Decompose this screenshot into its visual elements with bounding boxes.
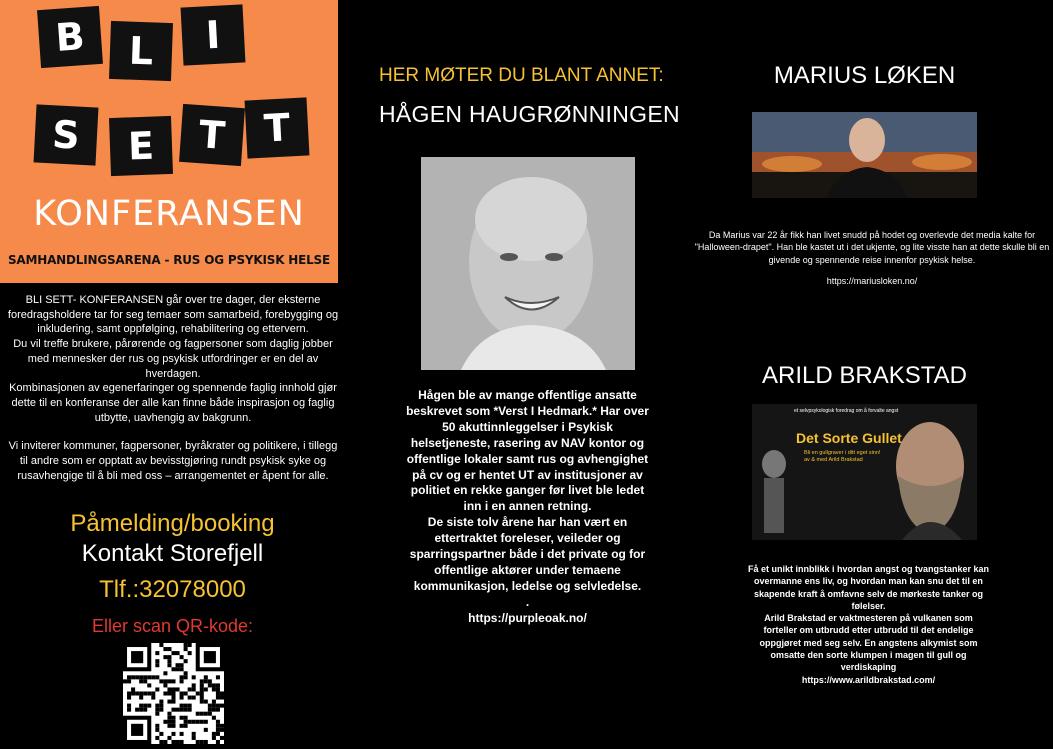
speaker-bio-marius — [694, 229, 1050, 288]
speaker-name-hagen: HÅGEN HAUGRØNNINGEN — [379, 101, 680, 127]
intro-paragraph-3: Kombinasjonen av egenerfaringer og spennende faglig innhold gjør dette til en konferanse der alle kan finne både inspirasjon og faglig utbytte, uavhengig av bakgrunn. — [9, 382, 337, 424]
intro-paragraph-1: BLI SETT- KONFERANSEN går over tre dager, der eksterne foredragsholdere tar for seg temaer som samarbeid, forebygging og inkludering, samt oppfølging, rehabilitering og ettervern. — [7, 294, 339, 336]
qr-code-graphic — [123, 643, 224, 744]
hagen-bio-paragraph-2: De siste tolv årene har han vært en ettertraktet foreleser, veileder og sparringspartner både i det private og for offentlige aktører under temaene kommunikasjon, ledelse og selvledelse. — [409, 515, 646, 593]
speakers-kicker: HER MØTER DU BLANT ANNET: — [379, 65, 664, 86]
intro-paragraph-4: Vi inviterer kommuner, fagpersoner, byråkrater og politikere, i tillegg til andre som er opptatt av bevisstgjøring rundt psykisk syke og rusavhengige til å bli med oss – arrangementet er åpent for alle. — [8, 440, 338, 482]
logo-tagline: SAMHANDLINGSARENA - RUS OG PSYKISK HELSE — [7, 253, 330, 267]
speaker-bio-hagen — [405, 388, 650, 627]
booking-contact: Kontakt Storefjell — [81, 540, 264, 567]
arild-bio-paragraph-2: Arild Brakstad er vaktmesteren på vulkanen som forteller om utbrudd etter utbrudd til det endelige oppgjøret med seg selv. En angstens alkymist som omsatte den sorte klumpen i magen til gull og verdiskaping — [759, 613, 978, 673]
hagen-bio-paragraph-1: Hågen ble av mange offentlige ansatte beskrevet som *Verst I Hedmark.* Har over 50 akuttinnleggelser i Psykisk helsetjeneste, rasering av NAV kontor og offentlige lokaler samt rus og avhengighet på cv og er hentet UT av institusjoner av politiet en rekke ganger før livet ble ledet inn i en annen retning. — [406, 388, 649, 514]
portrait-icon — [752, 112, 977, 198]
booking-title: Påmelding/booking — [70, 510, 275, 537]
portrait-icon — [421, 157, 635, 370]
intro-text — [6, 293, 340, 483]
logo-letter-t2: T — [245, 97, 310, 158]
hagen-website-link[interactable]: https://purpleoak.no/ — [468, 610, 587, 625]
qr-code-icon[interactable] — [123, 643, 224, 744]
intro-paragraph-2: Du vil treffe brukere, pårørende og fagpersoner som daglig jobber med mennesker der rus og psykisk utfordringer er en del av hverdagen. — [13, 338, 333, 380]
speaker-name-arild: ARILD BRAKSTAD — [762, 362, 967, 389]
logo-subtitle: KONFERANSEN — [33, 194, 305, 234]
conference-logo — [0, 0, 338, 283]
qr-instruction: Eller scan QR-kode: — [91, 616, 254, 636]
arild-website-link[interactable]: https://www.arildbrakstad.com/ — [801, 674, 936, 685]
logo-letter-b: B — [37, 6, 103, 68]
speaker-photo-arild — [752, 404, 977, 540]
speaker-name-marius: MARIUS LØKEN — [773, 62, 956, 89]
hagen-bio-dot: . — [525, 594, 530, 609]
arild-bio-paragraph-1: Få et unikt innblikk i hvordan angst og tvangstanker kan overmanne ens liv, og hvordan man kan snu det til en skapende kraft å omfavne selv de mørkeste tanker og følelser. — [747, 564, 990, 611]
logo-letter-l: L — [109, 21, 173, 81]
book-subtitle: Bli en gullgraver i ditt eget sinn! av & med Arild Brakstad — [804, 450, 881, 463]
logo-letter-e: E — [109, 116, 173, 176]
portrait-icon — [752, 404, 977, 540]
speaker-photo-hagen — [421, 157, 635, 370]
booking-phone[interactable]: Tlf.:32078000 — [99, 576, 246, 603]
speaker-photo-marius — [752, 112, 977, 198]
marius-website-link[interactable]: https://mariusloken.no/ — [826, 276, 918, 287]
marius-bio-text: Da Marius var 22 år fikk han livet snudd på hodet og overlevde det media kalte for "Halloween-drapet". Han ble kastet ut i det ukjente, og lite visste han at dette skulle bli en givende og spennende reise innenfor psykisk helse. — [694, 230, 1050, 265]
book-small-caption: et selvpsykologisk foredrag om å forvalte angst — [794, 408, 899, 414]
book-title: Det Sorte Gullet — [796, 430, 902, 446]
logo-letter-s: S — [34, 104, 99, 165]
logo-letter-i: I — [181, 4, 246, 65]
logo-letter-t1: T — [179, 104, 245, 166]
speaker-bio-arild — [747, 563, 990, 686]
